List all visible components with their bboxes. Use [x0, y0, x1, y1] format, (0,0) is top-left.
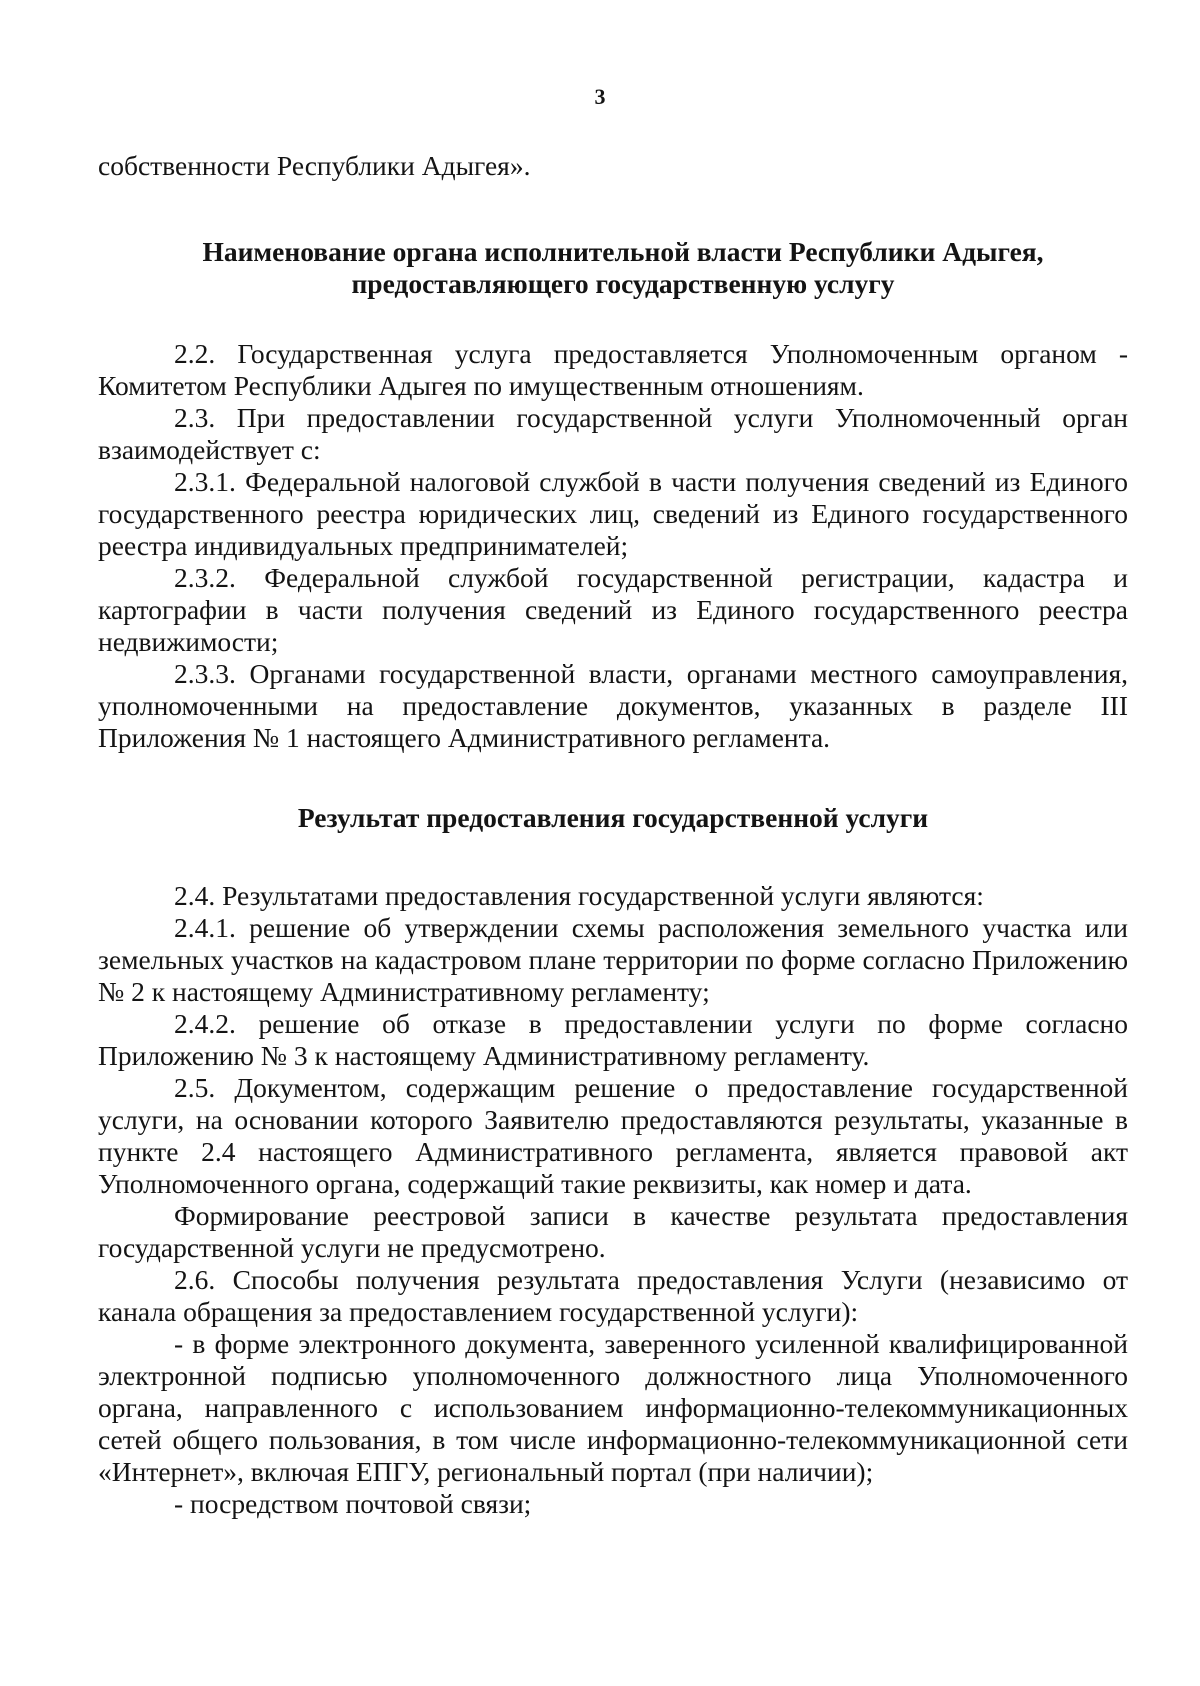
paragraph-2-4-2: 2.4.2. решение об отказе в предоставлении услуги по форме согласно Приложению № 3 к настоящему Административному регламенту.	[98, 1008, 1128, 1071]
paragraph-2-6: 2.6. Способы получения результата предоставления Услуги (независимо от канала обращения за предоставлением государственной услуги):	[98, 1264, 1128, 1327]
paragraph-2-3: 2.3. При предоставлении государственной услуги Уполномоченный орган взаимодействует с:	[98, 402, 1128, 465]
section-heading-authority	[98, 236, 1128, 300]
paragraph-2-2: 2.2. Государственная услуга предоставляется Уполномоченным органом - Комитетом Республики Адыгея по имущественным отношениям.	[98, 338, 1128, 401]
paragraph-2-4-1: 2.4.1. решение об утверждении схемы расположения земельного участка или земельных участков на кадастровом плане территории по форме согласно Приложению № 2 к настоящему Административному регламенту;	[98, 912, 1128, 1007]
page-number: 3	[594, 84, 606, 109]
paragraph-registry-record: Формирование реестровой записи в качестве результата предоставления государственной услуги не предусмотрено.	[98, 1200, 1128, 1263]
section-heading-line-2: предоставляющего государственную услугу	[351, 268, 895, 299]
paragraph-2-4: 2.4. Результатами предоставления государственной услуги являются:	[174, 880, 984, 911]
document-body	[98, 150, 1128, 1520]
paragraph-2-3-1: 2.3.1. Федеральной налоговой службой в части получения сведений из Единого государственного реестра юридических лиц, сведений из Единого государственного реестра индивидуальных предпринимателей;	[98, 466, 1128, 561]
section-heading-line-1: Наименование органа исполнительной власти Республики Адыгея,	[202, 236, 1044, 267]
paragraph-2-5: 2.5. Документом, содержащим решение о предоставление государственной услуги, на основании которого Заявителю предоставляются результаты, указанные в пункте 2.4 настоящего Административного регламента, является правовой акт Уполномоченного органа, содержащий такие реквизиты, как номер и дата.	[98, 1072, 1128, 1199]
paragraph-2-3-2: 2.3.2. Федеральной службой государственной регистрации, кадастра и картографии в части получения сведений из Единого государственного реестра недвижимости;	[98, 562, 1128, 657]
top-fragment: собственности Республики Адыгея».	[98, 150, 531, 181]
list-item-electronic: - в форме электронного документа, заверенного усиленной квалифицированной электронной подписью уполномоченного должностного лица Уполномоченного органа, направленного с использованием информационно-телекоммуникационных сетей общего пользования, в том числе информационно-телекоммуникационной сети «Интернет», включая ЕПГУ, региональный портал (при наличии);	[98, 1328, 1128, 1487]
section-heading-result: Результат предоставления государственной услуги	[297, 802, 929, 833]
list-item-postal: - посредством почтовой связи;	[174, 1488, 532, 1519]
paragraph-2-3-3: 2.3.3. Органами государственной власти, органами местного самоуправления, уполномоченными на предоставление документов, указанных в разделе III Приложения № 1 настоящего Административного регламента.	[98, 658, 1128, 753]
